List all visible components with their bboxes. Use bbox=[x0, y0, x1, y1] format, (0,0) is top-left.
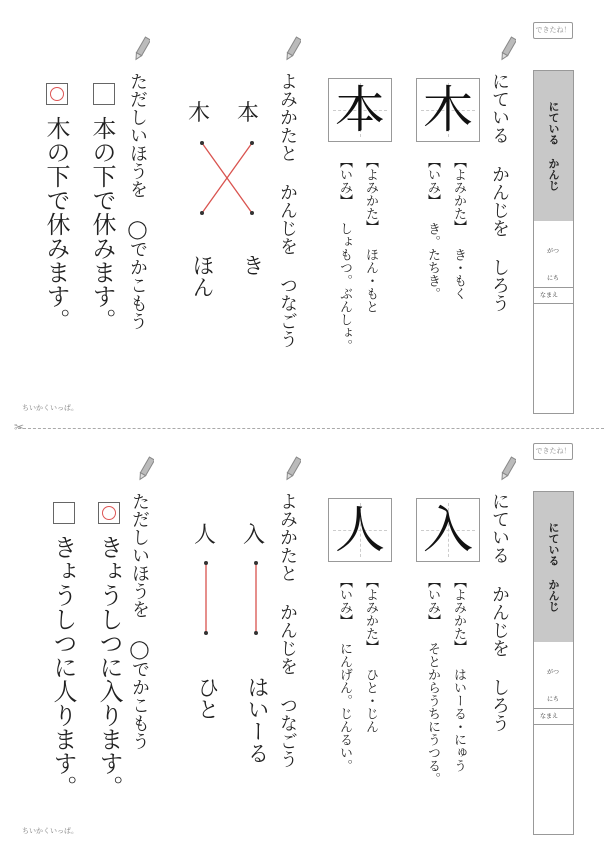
sidebar-title-box bbox=[534, 492, 573, 642]
pencil-icon bbox=[500, 456, 516, 482]
match-reading: ほん bbox=[189, 254, 214, 298]
kanji-meaning: 【いみ】 しょもつ。ぶんしょ。 bbox=[337, 155, 352, 352]
sidebar-divider bbox=[534, 287, 573, 288]
kanji-char: 入 bbox=[423, 501, 473, 559]
q3-instruction: ただしいほうを ◯でかこもう bbox=[127, 72, 148, 330]
answer-checkbox[interactable] bbox=[93, 83, 115, 105]
q3-instruction: ただしいほうを ◯でかこもう bbox=[129, 492, 150, 750]
kanji-box bbox=[328, 78, 392, 142]
answer-option: きょうしつに人ります。 bbox=[49, 535, 77, 799]
q2-instruction: よみかたと かんじを つなごう bbox=[277, 492, 298, 768]
selected-circle-icon bbox=[50, 87, 64, 101]
sidebar bbox=[533, 491, 574, 835]
kanji-reading: 【よみかた】 はいーる・にゅう bbox=[451, 575, 466, 772]
name-label: なまえ bbox=[540, 713, 559, 720]
sidebar-divider bbox=[534, 724, 573, 725]
brand-logo: ちいかくいっぱ。 bbox=[22, 404, 78, 412]
selected-circle-icon bbox=[102, 506, 116, 520]
pencil-icon bbox=[500, 36, 516, 62]
sidebar-divider bbox=[534, 303, 573, 304]
pencil-icon bbox=[134, 36, 150, 62]
sidebar bbox=[533, 70, 574, 414]
kanji-char: 人 bbox=[335, 501, 385, 559]
cut-line bbox=[18, 428, 604, 429]
kanji-box bbox=[416, 498, 480, 562]
kanji-meaning: 【いみ】 そとからうちにうつる。 bbox=[425, 575, 440, 785]
month-label: がつ bbox=[547, 669, 560, 676]
answer-option: 本の下で休みます。 bbox=[88, 116, 116, 332]
sidebar-title-box bbox=[534, 71, 573, 221]
sidebar-divider bbox=[534, 708, 573, 709]
match-reading: ひと bbox=[194, 676, 219, 720]
month-label: がつ bbox=[547, 248, 560, 255]
pencil-icon bbox=[138, 456, 154, 482]
kanji-char: 木 bbox=[423, 81, 473, 139]
kanji-reading: 【よみかた】 ひと・じん bbox=[363, 575, 378, 733]
answer-checkbox-checked[interactable] bbox=[46, 83, 68, 105]
match-kanji: 木 bbox=[188, 101, 211, 126]
scissors-icon: ✂ bbox=[14, 420, 25, 434]
q2-instruction: よみかたと かんじを つなごう bbox=[277, 72, 298, 348]
kanji-reading: 【よみかた】 き・もく bbox=[451, 155, 466, 300]
answer-option: 木の下で休みます。 bbox=[42, 116, 70, 332]
match-kanji: 本 bbox=[237, 101, 260, 126]
kanji-meaning: 【いみ】 き。たちき。 bbox=[425, 155, 440, 300]
kanji-box bbox=[328, 498, 392, 562]
day-label: にち bbox=[547, 696, 560, 703]
sidebar-title: にている かんじ bbox=[547, 101, 560, 191]
pencil-icon bbox=[285, 36, 301, 62]
match-reading: はいーる bbox=[244, 676, 269, 764]
match-reading: き bbox=[239, 254, 264, 276]
done-badge: できたね！ bbox=[533, 22, 573, 39]
match-kanji: 人 bbox=[194, 523, 217, 548]
answer-checkbox-checked[interactable] bbox=[98, 502, 120, 524]
match-lines bbox=[190, 555, 270, 645]
brand-logo: ちいかくいっぱ。 bbox=[22, 827, 78, 835]
match-lines bbox=[190, 135, 270, 225]
match-kanji: 入 bbox=[243, 523, 266, 548]
sidebar-title: にている かんじ bbox=[547, 522, 560, 612]
q1-instruction: にている かんじを しろう bbox=[489, 72, 510, 312]
kanji-reading: 【よみかた】 ほん・もと bbox=[363, 155, 378, 313]
q1-instruction: にている かんじを しろう bbox=[489, 492, 510, 732]
day-label: にち bbox=[547, 275, 560, 282]
name-label: なまえ bbox=[540, 292, 559, 299]
kanji-box bbox=[416, 78, 480, 142]
kanji-meaning: 【いみ】 にんげん。じんるい。 bbox=[337, 575, 352, 772]
done-badge: できたね！ bbox=[533, 443, 573, 460]
answer-checkbox[interactable] bbox=[53, 502, 75, 524]
kanji-char: 本 bbox=[335, 81, 385, 139]
answer-option: きょうしつに入ります。 bbox=[95, 535, 123, 799]
pencil-icon bbox=[285, 456, 301, 482]
